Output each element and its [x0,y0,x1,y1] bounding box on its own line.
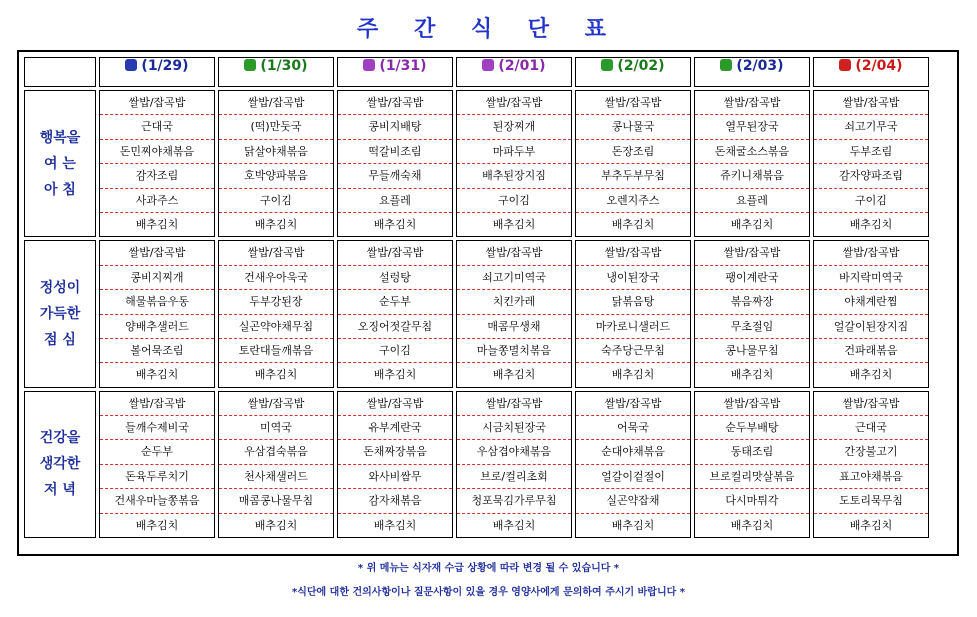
menu-item: 배추김치 [254,217,298,231]
menu-item: 쌀밥/잡곡밥 [338,392,452,416]
menu-item: 사과주스 [100,189,214,213]
menu-item: 두부강된장 [219,290,333,314]
flower-icon [482,59,494,71]
menu-cell [813,240,929,387]
menu-item: 배추김치 [492,217,536,231]
menu-item: 무초절임 [695,315,809,339]
date-label: (1/30) [260,58,308,74]
menu-item: 브로/컬리초회 [457,465,571,489]
date-header-2 [337,57,453,87]
menu-item: 냉이된장국 [576,266,690,290]
meal-label [24,90,96,237]
menu-item: 배추김치 [849,518,893,532]
spade-icon [125,59,137,71]
menu-item: 근대국 [100,115,214,139]
menu-cell [456,391,572,538]
menu-item: 배추김치 [611,368,655,382]
date-header-4 [575,57,691,87]
menu-item: 무들깨숙채 [338,164,452,188]
menu-item: 감자채볶음 [338,489,452,513]
leaf-icon [601,59,613,71]
menu-item: 시금치된장국 [457,416,571,440]
date-header-row [24,57,929,87]
menu-item: 마카로니샐러드 [576,315,690,339]
menu-item: 쌀밥/잡곡밥 [338,241,452,265]
menu-item: 돈장조림 [576,140,690,164]
menu-cell [337,391,453,538]
menu-item: 콩나물국 [576,115,690,139]
menu-item: 건새우마늘쫑볶음 [100,489,214,513]
menu-cell [337,240,453,387]
menu-cell [99,391,215,538]
menu-item: 쌀밥/잡곡밥 [814,392,928,416]
menu-cell [456,90,572,237]
menu-cell [99,90,215,237]
menu-item: 배추김치 [730,368,774,382]
date-label: (2/01) [498,58,546,74]
menu-cell [694,240,810,387]
menu-item: 쌀밥/잡곡밥 [457,392,571,416]
date-label: (1/29) [141,58,189,74]
menu-item: 쌀밥/잡곡밥 [457,91,571,115]
menu-item: 요플레 [338,189,452,213]
menu-item: 구이김 [814,189,928,213]
meal-label [24,391,96,538]
menu-item: 배추된장지짐 [457,164,571,188]
menu-item: 콩나물무침 [695,339,809,363]
meal-label [24,240,96,387]
menu-item: 배추김치 [611,217,655,231]
menu-item: 배추김치 [135,368,179,382]
footer-notes [0,558,977,604]
menu-item: 구이김 [457,189,571,213]
menu-item: 건새우아욱국 [219,266,333,290]
meal-label-line: 정성이 [39,280,81,297]
menu-item: 토란대들깨볶음 [219,339,333,363]
menu-item: 들깨수제비국 [100,416,214,440]
menu-item: 쌀밥/잡곡밥 [457,241,571,265]
menu-item: 배추김치 [730,518,774,532]
menu-item: 순두부배탕 [695,416,809,440]
menu-item: 호박양파볶음 [219,164,333,188]
meal-label-line: 저 녁 [44,482,76,499]
menu-item: 순대야채볶음 [576,440,690,464]
date-header-6 [813,57,929,87]
menu-item: 열무된장국 [695,115,809,139]
meal-label-line: 가득한 [39,306,81,323]
menu-item: 감자양파조림 [814,164,928,188]
menu-item: 닭볶음탕 [576,290,690,314]
menu-item: 쌀밥/잡곡밥 [695,392,809,416]
menu-item: 배추김치 [373,368,417,382]
menu-item: 유부계란국 [338,416,452,440]
menu-cell [694,90,810,237]
menu-item: 근대국 [814,416,928,440]
menu-cell [694,391,810,538]
menu-cell [337,90,453,237]
menu-item: 다시마튀각 [695,489,809,513]
menu-item: 쌀밥/잡곡밥 [219,392,333,416]
menu-item: 쌀밥/잡곡밥 [100,91,214,115]
menu-item: 오징어젓갈무침 [338,315,452,339]
menu-item: 순두부 [338,290,452,314]
menu-grid [21,54,932,541]
menu-item: 간장불고기 [814,440,928,464]
menu-item: 쇠고기미역국 [457,266,571,290]
menu-cell [813,391,929,538]
menu-item: 얼갈이된장지짐 [814,315,928,339]
menu-item: 도토리묵무침 [814,489,928,513]
date-label: (2/02) [617,58,665,74]
menu-item: 실곤약야채무침 [219,315,333,339]
menu-item: 돈민찌야채볶음 [100,140,214,164]
menu-item: 된장찌개 [457,115,571,139]
menu-item: (떡)만둣국 [219,115,333,139]
menu-item: 쌀밥/잡곡밥 [695,91,809,115]
menu-item: 마늘쫑멸치볶음 [457,339,571,363]
date-header-0 [99,57,215,87]
menu-item: 쥬키니채볶음 [695,164,809,188]
menu-item: 표고야채볶음 [814,465,928,489]
menu-item: 쇠고기무국 [814,115,928,139]
leaf-icon [720,59,732,71]
menu-item: 볼어묵조림 [100,339,214,363]
menu-item: 콩비지찌개 [100,266,214,290]
date-label: (2/03) [736,58,784,74]
menu-item: 배추김치 [611,518,655,532]
menu-item: 배추김치 [730,217,774,231]
menu-cell [456,240,572,387]
note-contact-dietitian: *식단에 대한 건의사항이나 질문사항이 있을 경우 영양사에게 문의하여 주시기 바랍니다 * [291,587,686,598]
menu-cell [218,90,334,237]
menu-cell [575,240,691,387]
date-header-3 [456,57,572,87]
date-header-5 [694,57,810,87]
menu-item: 요플레 [695,189,809,213]
menu-item: 쌀밥/잡곡밥 [338,91,452,115]
menu-cell [218,391,334,538]
menu-item: 천사채샐러드 [219,465,333,489]
menu-cell [813,90,929,237]
menu-item: 배추김치 [492,368,536,382]
menu-item: 볶음짜장 [695,290,809,314]
menu-item: 쌀밥/잡곡밥 [576,91,690,115]
menu-item: 청포묵김가루무침 [457,489,571,513]
menu-item: 닭살야채볶음 [219,140,333,164]
date-header-1 [218,57,334,87]
menu-item: 감자조림 [100,164,214,188]
heart-icon [839,59,851,71]
leaf-icon [244,59,256,71]
menu-item: 구이김 [219,189,333,213]
menu-item: 설렁탕 [338,266,452,290]
menu-item: 매콤무생채 [457,315,571,339]
flower-icon [363,59,375,71]
meal-row-1 [24,240,929,387]
menu-item: 배추김치 [135,217,179,231]
date-label: (2/04) [855,58,903,74]
menu-item: 쌀밥/잡곡밥 [695,241,809,265]
menu-item: 양배추샐러드 [100,315,214,339]
menu-item: 배추김치 [492,518,536,532]
menu-item: 배추김치 [254,368,298,382]
menu-item: 배추김치 [849,368,893,382]
menu-item: 돈채굴소스볶음 [695,140,809,164]
meal-label-line: 건강을 [39,430,81,447]
menu-item: 우삼겹숙볶음 [219,440,333,464]
menu-item: 미역국 [219,416,333,440]
menu-item: 와사비쌈무 [338,465,452,489]
menu-item: 쌀밥/잡곡밥 [100,392,214,416]
meal-label-line: 점 심 [44,332,76,349]
menu-item: 어묵국 [576,416,690,440]
menu-item: 배추김치 [849,217,893,231]
menu-item: 브로컬리맛살볶음 [695,465,809,489]
note-menu-change: * 위 메뉴는 식자재 수급 상황에 따라 변경 될 수 있습니다 * [357,563,620,574]
menu-item: 오렌지주스 [576,189,690,213]
menu-item: 얼갈이겉절이 [576,465,690,489]
menu-item: 야채계란찜 [814,290,928,314]
menu-item: 마파두부 [457,140,571,164]
menu-item: 쌀밥/잡곡밥 [100,241,214,265]
meal-label-line: 아 침 [44,181,76,198]
meal-row-0 [24,90,929,237]
menu-cell [99,240,215,387]
corner-cell [24,57,96,87]
menu-item: 건파래볶음 [814,339,928,363]
menu-item: 배추김치 [135,518,179,532]
menu-item: 쌀밥/잡곡밥 [219,91,333,115]
menu-item: 쌀밥/잡곡밥 [576,392,690,416]
page-title: 주 간 식 단 표 [357,17,620,42]
menu-item: 매콤콩나물무침 [219,489,333,513]
weekly-menu-table [17,50,959,556]
meal-label-line: 생각한 [39,456,81,473]
menu-item: 배추김치 [254,518,298,532]
meal-label-line: 여 는 [44,155,76,172]
date-label: (1/31) [379,58,427,74]
menu-item: 쌀밥/잡곡밥 [576,241,690,265]
menu-item: 숙주당근무침 [576,339,690,363]
menu-item: 우삼겹야채볶음 [457,440,571,464]
menu-item: 쌀밥/잡곡밥 [814,91,928,115]
menu-item: 구이김 [338,339,452,363]
menu-item: 부추두부무침 [576,164,690,188]
menu-cell [575,90,691,237]
meal-row-2 [24,391,929,538]
menu-item: 동태조림 [695,440,809,464]
menu-item: 돈채짜장볶음 [338,440,452,464]
menu-item: 배추김치 [373,518,417,532]
menu-item: 쌀밥/잡곡밥 [219,241,333,265]
menu-cell [575,391,691,538]
menu-cell [218,240,334,387]
menu-item: 쌀밥/잡곡밥 [814,241,928,265]
meal-label-line: 행복을 [39,129,81,146]
menu-item: 치킨카레 [457,290,571,314]
menu-item: 실곤약잡채 [576,489,690,513]
menu-item: 순두부 [100,440,214,464]
menu-item: 떡갈비조림 [338,140,452,164]
menu-item: 해물볶음우동 [100,290,214,314]
menu-item: 돈육두루치기 [100,465,214,489]
menu-item: 배추김치 [373,217,417,231]
menu-item: 팽이계란국 [695,266,809,290]
menu-item: 바지락미역국 [814,266,928,290]
menu-item: 두부조림 [814,140,928,164]
menu-item: 콩비지배탕 [338,115,452,139]
